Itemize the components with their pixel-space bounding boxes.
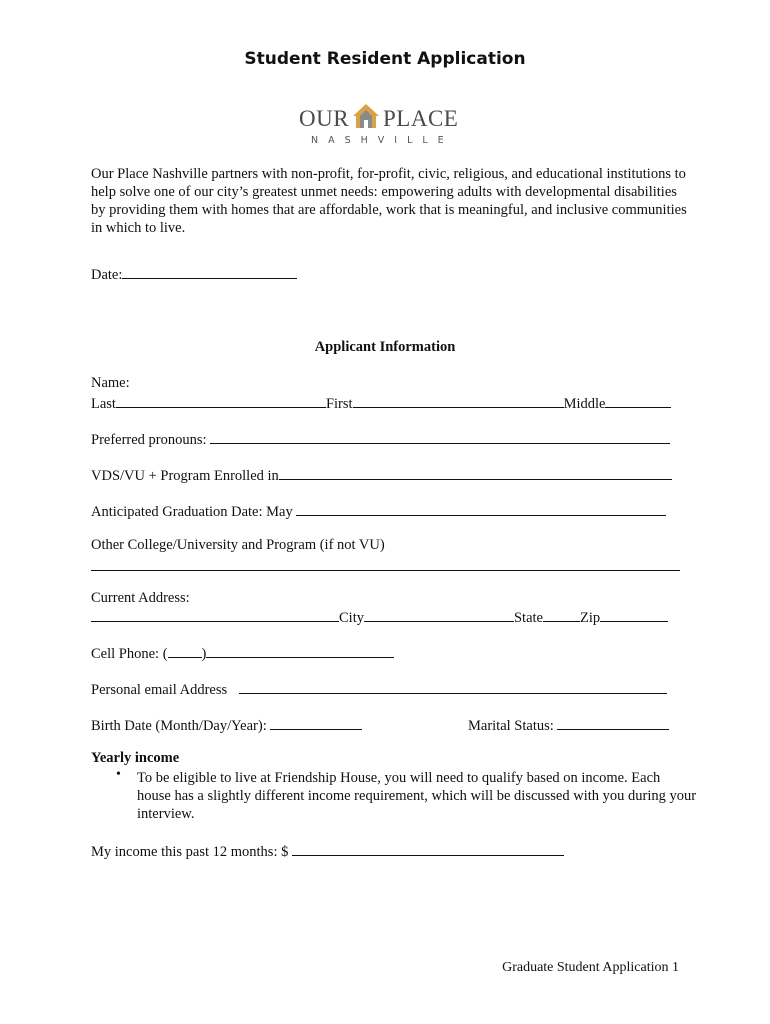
logo-subtitle: NASHVILLE [311,135,454,146]
email-field[interactable] [239,679,667,694]
date-label: Date: [91,267,123,283]
cell-phone-field[interactable] [206,643,394,658]
program-field[interactable] [279,465,672,480]
marital-status-field[interactable] [557,715,669,730]
zip-label: Zip [579,610,601,626]
state-label: State [513,610,543,626]
graduation-field[interactable] [296,501,666,516]
cell-phone-label: Cell Phone: ( [91,646,168,662]
birth-date-field[interactable] [270,715,362,730]
first-name-field[interactable] [353,393,564,408]
page-title: Student Resident Application [244,49,526,69]
section-heading: Applicant Information [314,339,456,355]
city-label: City [339,610,364,626]
cell-phone-row [91,643,394,663]
birth-date-label: Birth Date (Month/Day/Year): [91,718,267,734]
date-row [91,264,297,284]
email-row [91,679,667,699]
income-row [91,841,564,861]
middle-name-field[interactable] [605,393,671,408]
middle-name-label: Middle [563,396,606,412]
other-college-label: Other College/University and Program (if not VU) [91,537,385,553]
state-field[interactable] [543,607,580,622]
birth-date-row [91,715,362,735]
address-label: Current Address: [91,590,190,606]
house-icon [351,102,381,130]
intro-paragraph: Our Place Nashville partners with non-profit, for-profit, civic, religious, and educational institutions to help solve one of our city’s greatest unmet needs: empowering adults with developmental disabilities by providing them with homes that are affordable, work that is meaningful, and inclusive communities in which to live. [91,166,687,236]
email-label: Personal email Address [91,682,228,698]
income-field[interactable] [292,841,564,856]
area-code-field[interactable] [168,643,202,658]
last-name-label: Last [91,396,116,412]
income-bullet-text: To be eligible to live at Friendship House, you will need to qualify based on income. Each house has a slightly different income requirement, which will be discussed with you during your interview. [137,770,697,822]
our-place-nashville-logo [295,100,475,148]
pronouns-field[interactable] [210,429,670,444]
graduation-label: Anticipated Graduation Date: May [91,504,293,520]
marital-status-label: Marital Status: [468,718,554,734]
name-label: Name: [91,375,130,391]
program-label: VDS/VU + Program Enrolled in [91,468,279,484]
pronouns-label: Preferred pronouns: [91,432,207,448]
first-name-label: First [325,396,353,412]
bullet-icon: • [116,767,121,782]
last-name-field[interactable] [116,393,326,408]
logo-text-right: PLACE [383,106,459,131]
logo-text-left: OUR [299,106,350,131]
marital-status-row [468,715,669,735]
other-college-field[interactable] [91,557,680,571]
date-field[interactable] [122,264,297,279]
zip-field[interactable] [600,607,668,622]
graduation-row [91,501,666,521]
name-row [91,393,671,413]
pronouns-row [91,429,670,449]
program-row [91,465,672,485]
page-footer: Graduate Student Application 1 [502,960,679,975]
cell-phone-paren: ) [201,646,207,662]
address-row [91,607,668,627]
yearly-income-heading: Yearly income [91,750,180,766]
income-label: My income this past 12 months: $ [91,844,289,860]
street-address-field[interactable] [91,607,339,622]
city-field[interactable] [364,607,514,622]
